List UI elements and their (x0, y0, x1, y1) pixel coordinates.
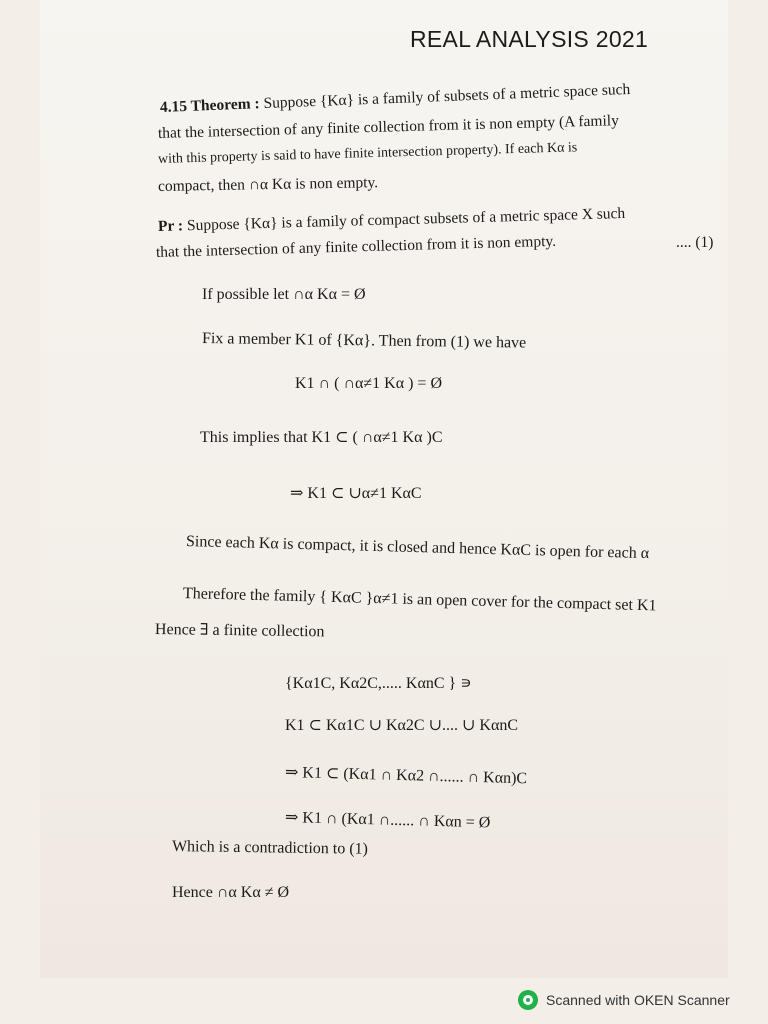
step-intersection-empty: K1 ∩ ( ∩α≠1 Kα ) = Ø (295, 375, 442, 392)
step-fix-member: Fix a member K1 of {Kα}. Then from (1) we have (201, 330, 527, 352)
step-subset-union: K1 ⊂ Kα1C ∪ Kα2C ∪.... ∪ KαnC (285, 717, 519, 734)
step-contradiction: Which is a contradiction to (1) (171, 838, 369, 858)
theorem-line-2: that the intersection of any finite collection from it is non empty (A family (157, 112, 620, 142)
step-assume-empty: If possible let ∩α Kα = Ø (202, 286, 366, 303)
scanner-watermark (518, 990, 730, 1010)
oken-logo-icon (518, 990, 538, 1010)
step-finite-collection: Hence ∃ a finite collection (154, 621, 325, 641)
step-closed-open: Since each Kα is compact, it is closed and hence KαC is open for each α (185, 533, 650, 563)
step-open-cover: Therefore the family { KαC }α≠1 is an open cover for the compact set K1 (182, 585, 657, 615)
step-implies-subset: This implies that K1 ⊂ ( ∩α≠1 Kα )C (200, 429, 443, 446)
proof-line-2: that the intersection of any finite collection from it is non empty. (155, 232, 557, 261)
step-union-complements: ⇒ K1 ⊂ ∪α≠1 KαC (290, 485, 422, 502)
step-finite-set: {Kα1C, Kα2C,..... KαnC } ∍ (285, 675, 472, 692)
scanner-label: Scanned with OKEN Scanner (546, 992, 730, 1008)
proof-label: Pr : (157, 217, 184, 235)
equation-ref-1: .... (1) (676, 234, 714, 251)
theorem-text-1: Suppose {Kα} is a family of subsets of a metric space such (263, 80, 631, 113)
theorem-label: 4.15 Theorem : (159, 95, 260, 116)
page-header: REAL ANALYSIS 2021 (410, 26, 649, 52)
theorem-line-4: compact, then ∩α Kα is non empty. (157, 174, 379, 195)
step-empty-intersection: ⇒ K1 ∩ (Kα1 ∩...... ∩ Kαn = Ø (284, 809, 491, 832)
step-demorgan: ⇒ K1 ⊂ (Kα1 ∩ Kα2 ∩...... ∩ Kαn)C (284, 764, 528, 788)
step-conclusion: Hence ∩α Kα ≠ Ø (172, 884, 290, 901)
theorem-line-3: with this property is said to have finite intersection property). If each Kα is (157, 140, 578, 167)
proof-text-1: Suppose {Kα} is a family of compact subsets of a metric space X such (186, 204, 626, 235)
